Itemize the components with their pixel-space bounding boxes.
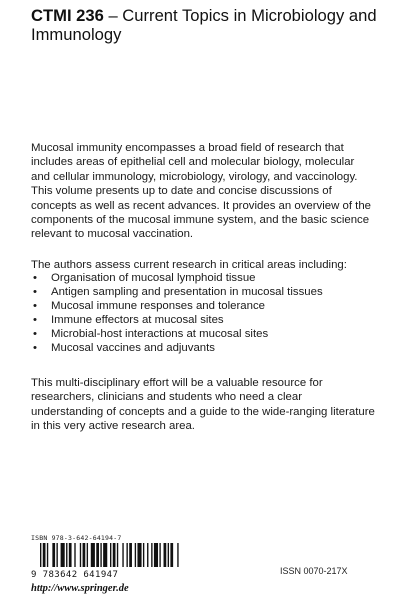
barcode-bar (83, 543, 86, 567)
bullet-icon: • (33, 272, 37, 285)
barcode-bar (47, 543, 48, 567)
barcode-bar (61, 543, 65, 567)
barcode-bar (40, 543, 41, 567)
topic-label: Immune effectors at mucosal sites (51, 314, 224, 327)
topic-item (31, 272, 376, 286)
barcode-bar (113, 543, 116, 567)
publisher-url: http://www.springer.de (31, 583, 129, 594)
barcode-bar (168, 543, 169, 567)
barcode-bar (117, 543, 118, 567)
barcode-bar (170, 543, 173, 567)
barcode-bar (129, 543, 132, 567)
barcode-bar (69, 543, 72, 567)
barcode-bar (80, 543, 81, 567)
barcode-bar (159, 543, 160, 567)
barcode-bar (66, 543, 67, 567)
barcode-bar (135, 543, 136, 567)
barcode-bar (43, 543, 46, 567)
barcode-bar (52, 543, 55, 567)
isbn-label: ISBN 978-3-642-64194-7 (31, 534, 122, 542)
topic-label: Mucosal immune responses and tolerance (51, 300, 266, 313)
topic-label: Antigen sampling and presentation in mucosal tissues (51, 286, 323, 299)
barcode-bar (74, 543, 75, 567)
topic-label: Microbial-host interactions at mucosal sites (51, 328, 269, 341)
barcode-bar (103, 543, 107, 567)
barcode-bar (137, 543, 141, 567)
topic-item (31, 342, 376, 356)
topic-label: Mucosal vaccines and adjuvants (51, 341, 215, 354)
barcode-bar (56, 543, 57, 567)
description-paragraph-2 (31, 258, 376, 356)
bullet-icon: • (33, 328, 37, 341)
barcode-bar (100, 543, 101, 567)
bullet-icon: • (33, 314, 37, 327)
bullet-icon: • (33, 300, 37, 313)
barcode-bar (147, 543, 148, 567)
bullet-icon: • (33, 341, 37, 354)
barcode-bar (177, 543, 178, 567)
barcode-bar (164, 543, 167, 567)
series-name: – Current Topics in Microbiology and Immunology (31, 6, 377, 44)
description-paragraph-3 (31, 376, 376, 434)
isbn-digits: 9 783642 641947 (31, 570, 119, 580)
issn: ISSN 0070-217X (280, 566, 348, 576)
topics-intro: The authors assess current research in critical areas including: (31, 259, 347, 271)
barcode-bar (87, 543, 88, 567)
barcode-bar (110, 543, 111, 567)
series-code: CTMI 236 (31, 6, 104, 25)
barcode-bar (154, 543, 158, 567)
topic-label: Organisation of mucosal lymphoid tissue (51, 272, 256, 285)
series-title (31, 6, 381, 44)
barcode-bar (126, 543, 127, 567)
barcode-bar (151, 543, 152, 567)
description-text-1: Mucosal immunity encompasses a broad field of research that includes areas of epithelial cell and molecular biology, molecular and cellular immunology, microbiology, virology, and vaccinology. This volume presents up to date and concise discussions of concepts as well as recent advances. It provides an overview of the components of the mucosal immune system, and the basic science relevant to mucosal vaccination. (31, 142, 372, 241)
barcode-bar (96, 543, 99, 567)
barcode-bar (122, 543, 123, 567)
bullet-icon: • (33, 286, 37, 299)
topic-item (31, 314, 376, 328)
description-paragraph-1 (31, 141, 376, 242)
topics-list (31, 272, 376, 355)
topic-item (31, 286, 376, 300)
topic-item (31, 300, 376, 314)
topic-item (31, 328, 376, 342)
barcode-bar (143, 543, 144, 567)
barcode-bar (91, 543, 95, 567)
description-text-3: This multi-disciplinary effort will be a valuable resource for researchers, clinicians and students who need a clear understanding of concepts and a guide to the wide-ranging literature in this very active research area. (31, 377, 375, 433)
